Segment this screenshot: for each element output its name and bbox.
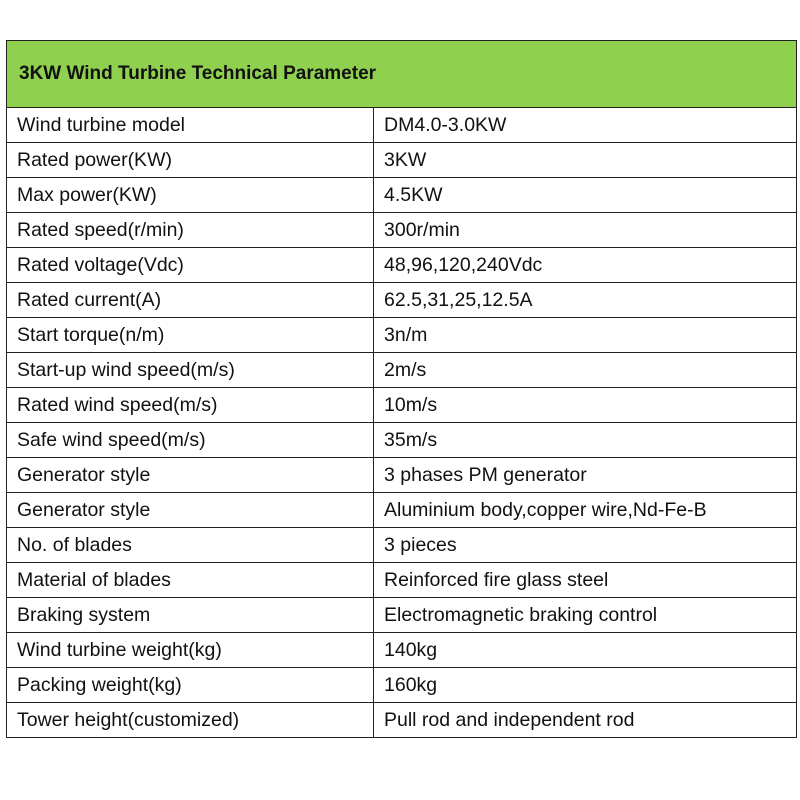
- parameter-value-cell: 4.5KW: [374, 178, 797, 213]
- parameter-value-cell: 3KW: [374, 143, 797, 178]
- parameter-value-cell: DM4.0-3.0KW: [374, 108, 797, 143]
- table-row: [7, 318, 797, 353]
- spec-table: [6, 40, 797, 738]
- parameter-name-cell: Rated speed(r/min): [7, 213, 374, 248]
- parameter-name-cell: Wind turbine model: [7, 108, 374, 143]
- table-row: [7, 213, 797, 248]
- parameter-value-cell: Aluminium body,copper wire,Nd-Fe-B: [374, 493, 797, 528]
- table-row: [7, 703, 797, 738]
- parameter-value-cell: 48,96,120,240Vdc: [374, 248, 797, 283]
- parameter-name-cell: Rated current(A): [7, 283, 374, 318]
- parameter-name-cell: Rated power(KW): [7, 143, 374, 178]
- table-row: [7, 388, 797, 423]
- table-row: [7, 493, 797, 528]
- parameter-value-cell: 140kg: [374, 633, 797, 668]
- table-title: 3KW Wind Turbine Technical Parameter: [7, 41, 797, 108]
- parameter-name-cell: Start-up wind speed(m/s): [7, 353, 374, 388]
- parameter-value-cell: 300r/min: [374, 213, 797, 248]
- table-title-row: [7, 41, 797, 108]
- parameter-name-cell: Braking system: [7, 598, 374, 633]
- spec-table-body: [7, 108, 797, 738]
- parameter-name-cell: Start torque(n/m): [7, 318, 374, 353]
- parameter-value-cell: 160kg: [374, 668, 797, 703]
- parameter-value-cell: 35m/s: [374, 423, 797, 458]
- table-row: [7, 178, 797, 213]
- table-row: [7, 143, 797, 178]
- table-row: [7, 283, 797, 318]
- parameter-name-cell: Packing weight(kg): [7, 668, 374, 703]
- table-row: [7, 248, 797, 283]
- parameter-name-cell: Max power(KW): [7, 178, 374, 213]
- table-row: [7, 598, 797, 633]
- table-row: [7, 423, 797, 458]
- parameter-name-cell: Tower height(customized): [7, 703, 374, 738]
- table-row: [7, 108, 797, 143]
- parameter-value-cell: Electromagnetic braking control: [374, 598, 797, 633]
- table-row: [7, 528, 797, 563]
- parameter-name-cell: Wind turbine weight(kg): [7, 633, 374, 668]
- table-row: [7, 353, 797, 388]
- parameter-value-cell: Reinforced fire glass steel: [374, 563, 797, 598]
- parameter-value-cell: 2m/s: [374, 353, 797, 388]
- parameter-name-cell: Generator style: [7, 458, 374, 493]
- parameter-name-cell: No. of blades: [7, 528, 374, 563]
- parameter-value-cell: 10m/s: [374, 388, 797, 423]
- parameter-value-cell: 62.5,31,25,12.5A: [374, 283, 797, 318]
- table-row: [7, 668, 797, 703]
- parameter-name-cell: Rated wind speed(m/s): [7, 388, 374, 423]
- parameter-value-cell: 3 phases PM generator: [374, 458, 797, 493]
- table-row: [7, 633, 797, 668]
- parameter-name-cell: Material of blades: [7, 563, 374, 598]
- parameter-name-cell: Generator style: [7, 493, 374, 528]
- parameter-name-cell: Rated voltage(Vdc): [7, 248, 374, 283]
- parameter-name-cell: Safe wind speed(m/s): [7, 423, 374, 458]
- parameter-value-cell: Pull rod and independent rod: [374, 703, 797, 738]
- table-row: [7, 458, 797, 493]
- parameter-value-cell: 3n/m: [374, 318, 797, 353]
- table-row: [7, 563, 797, 598]
- parameter-value-cell: 3 pieces: [374, 528, 797, 563]
